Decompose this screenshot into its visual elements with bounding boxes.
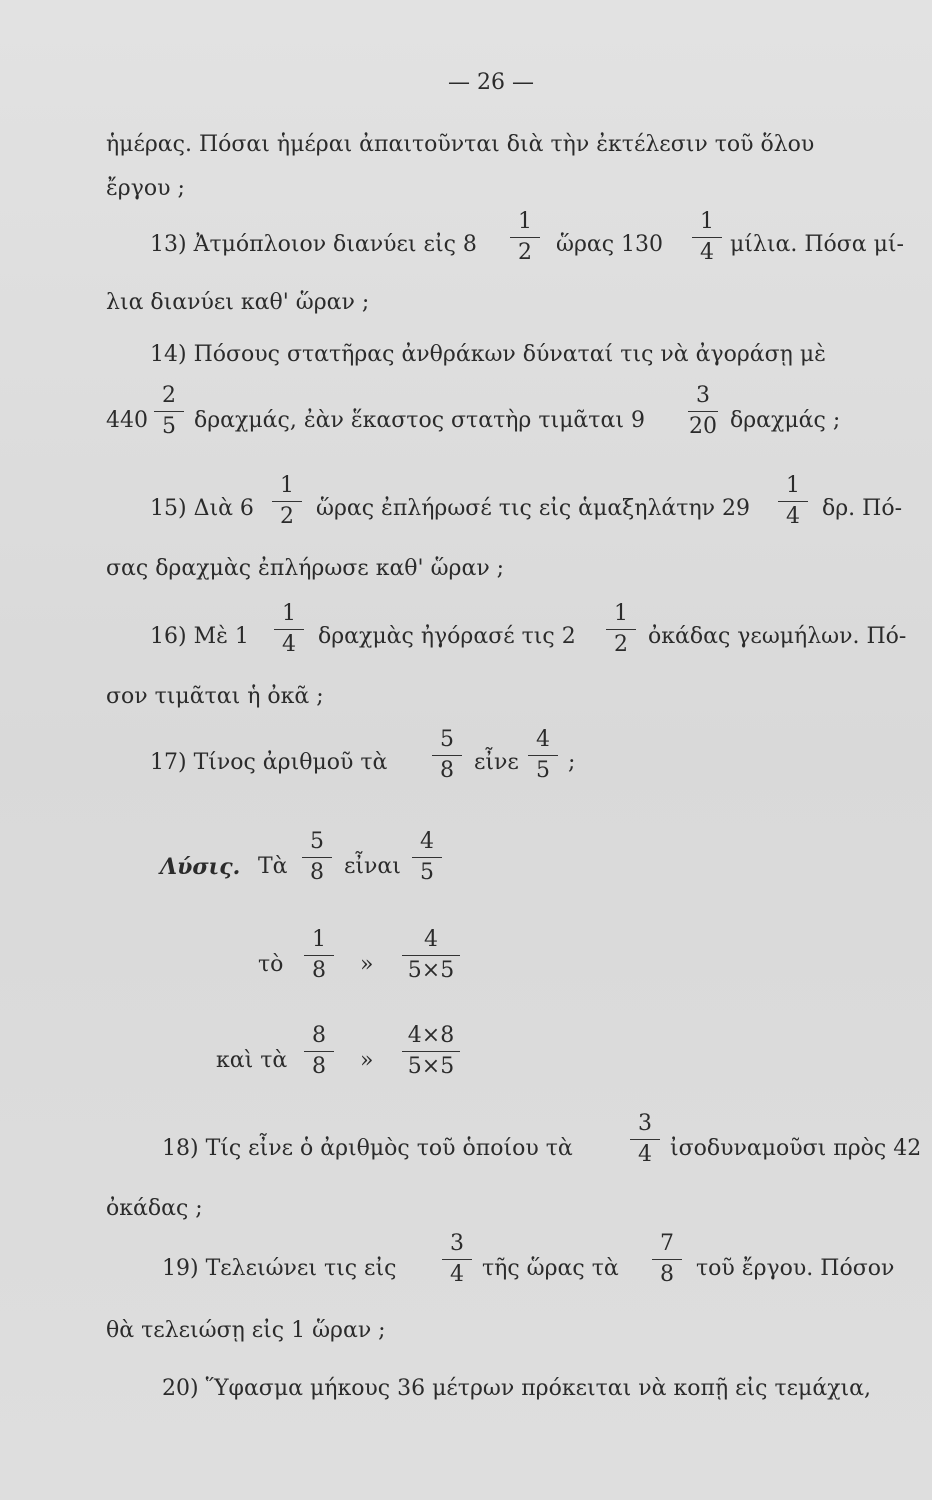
problem-19-text: 19) Τελειώνει τις εἰς bbox=[162, 1256, 397, 1281]
problem-16-text: δραχμὰς ἠγόρασέ τις 2 bbox=[318, 624, 576, 649]
problem-15-text: δρ. Πό- bbox=[822, 496, 903, 521]
solution-text: Τὰ bbox=[258, 854, 288, 879]
problem-16-text: ὀκάδας γεωμήλων. Πό- bbox=[648, 624, 907, 649]
fraction: 5 8 bbox=[300, 830, 334, 885]
problem-19-text: τῆς ὥρας τὰ bbox=[482, 1256, 619, 1281]
problem-16-text: 16) Μὲ 1 bbox=[150, 624, 249, 649]
fraction: 4×8 5×5 bbox=[400, 1024, 462, 1079]
fraction: 1 4 bbox=[690, 210, 724, 265]
fraction: 7 8 bbox=[650, 1232, 684, 1287]
text-line: ἡμέρας. Πόσαι ἡμέραι ἀπαιτοῦνται διὰ τὴν ἐκτέλεσιν τοῦ ὅλου bbox=[106, 132, 815, 157]
fraction: 1 4 bbox=[776, 474, 810, 529]
problem-18-text: ὀκάδας ; bbox=[106, 1196, 203, 1221]
problem-16-text: σον τιμᾶται ἡ ὀκᾶ ; bbox=[106, 684, 324, 709]
solution-text: εἶναι bbox=[344, 854, 401, 879]
fraction: 5 8 bbox=[430, 728, 464, 783]
problem-14-text: 14) Πόσους στατῆρας ἀνθράκων δύναταί τις νὰ ἀγοράσῃ μὲ bbox=[150, 342, 826, 367]
fraction: 1 4 bbox=[272, 602, 306, 657]
problem-13-text: ὥρας 130 bbox=[556, 232, 664, 257]
problem-14-text: 440 bbox=[106, 408, 148, 433]
problem-15-text: σας δραχμὰς ἐπλήρωσε καθ' ὥραν ; bbox=[106, 556, 505, 581]
problem-15-text: ὥρας ἐπλήρωσέ τις εἰς ἁμαξηλάτην 29 bbox=[316, 496, 750, 521]
problem-19-text: τοῦ ἔργου. Πόσον bbox=[696, 1256, 895, 1281]
solution-text: καὶ τὰ bbox=[216, 1048, 288, 1073]
fraction: 3 4 bbox=[440, 1232, 474, 1287]
text-line: ἔργου ; bbox=[106, 176, 185, 201]
fraction: 1 8 bbox=[302, 928, 336, 983]
solution-text: » bbox=[360, 1048, 374, 1073]
problem-14-text: δραχμάς ; bbox=[730, 408, 841, 433]
problem-19-text: θὰ τελειώσῃ εἰς 1 ὥραν ; bbox=[106, 1318, 386, 1343]
fraction: 4 5 bbox=[410, 830, 444, 885]
problem-13-text: λια διανύει καθ' ὥραν ; bbox=[106, 290, 370, 315]
fraction: 2 5 bbox=[152, 384, 186, 439]
fraction: 4 5×5 bbox=[400, 928, 462, 983]
solution-text: » bbox=[360, 952, 374, 977]
fraction: 1 2 bbox=[508, 210, 542, 265]
problem-18-text: 18) Τίς εἶνε ὁ ἀριθμὸς τοῦ ὁποίου τὰ bbox=[162, 1136, 573, 1161]
problem-14-text: δραχμάς, ἐὰν ἕκαστος στατὴρ τιμᾶται 9 bbox=[194, 408, 645, 433]
fraction: 3 4 bbox=[628, 1112, 662, 1167]
problem-17-text: ; bbox=[568, 750, 576, 775]
problem-18-text: ἰσοδυναμοῦσι πρὸς 42 bbox=[670, 1136, 922, 1161]
problem-15-text: 15) Διὰ 6 bbox=[150, 496, 254, 521]
problem-13-text: 13) Ἀτμόπλοιον διανύει εἰς 8 bbox=[150, 232, 477, 257]
page-number: — 26 — bbox=[448, 70, 534, 95]
fraction: 8 8 bbox=[302, 1024, 336, 1079]
solution-text: τὸ bbox=[258, 952, 284, 977]
fraction: 1 2 bbox=[604, 602, 638, 657]
solution-label: Λύσις. bbox=[160, 854, 241, 880]
problem-17-text: 17) Τίνος ἀριθμοῦ τὰ bbox=[150, 750, 388, 775]
fraction: 3 20 bbox=[689, 383, 717, 439]
problem-20-text: 20) Ὕφασμα μήκους 36 μέτρων πρόκειται νὰ κοπῇ εἰς τεμάχια, bbox=[162, 1376, 871, 1401]
problem-17-text: εἶνε bbox=[474, 750, 519, 775]
fraction: 4 5 bbox=[526, 728, 560, 783]
fraction: 1 2 bbox=[270, 474, 304, 529]
problem-13-text: μίλια. Πόσα μί- bbox=[730, 232, 904, 257]
